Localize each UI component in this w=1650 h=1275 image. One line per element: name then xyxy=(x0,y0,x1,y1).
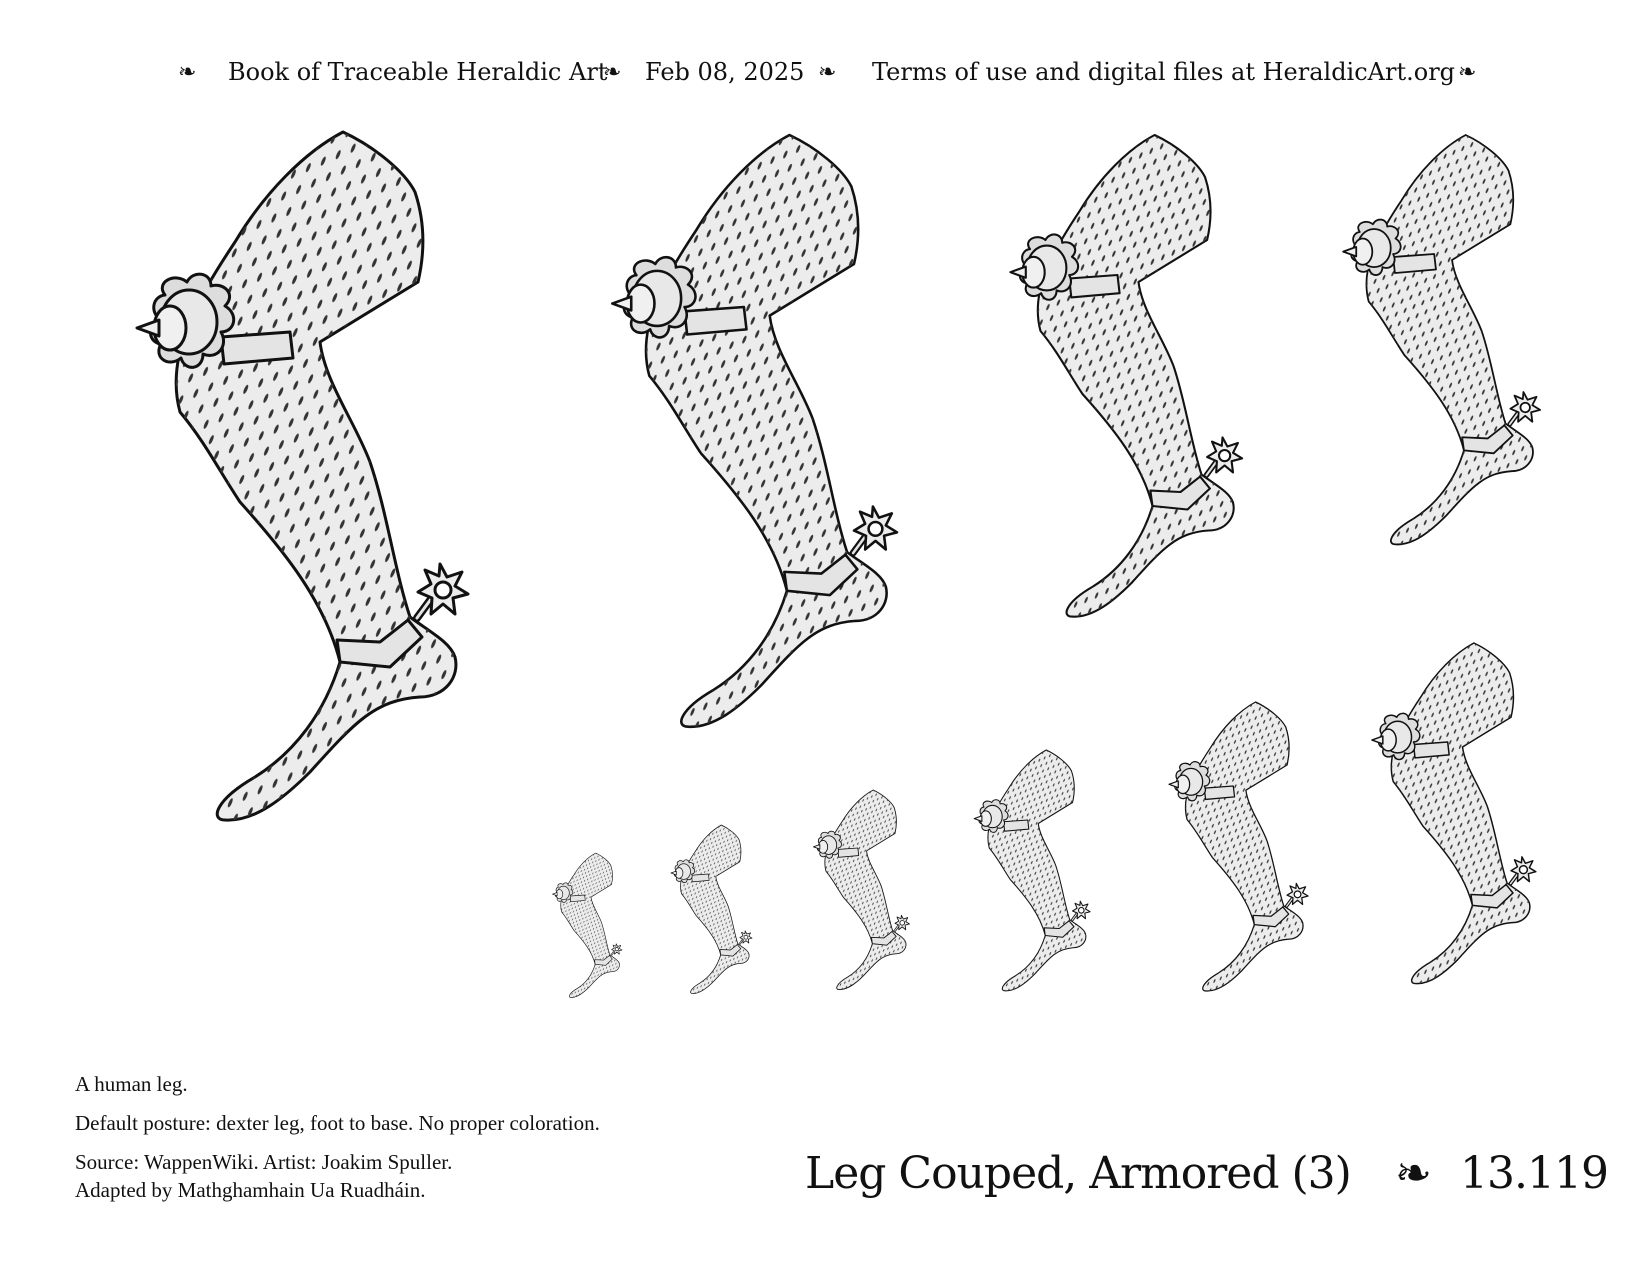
description-line: A human leg. xyxy=(75,1072,188,1096)
leg-figure-3 xyxy=(1010,135,1242,617)
plate-number: 13.119 xyxy=(1460,1148,1608,1199)
leg-figure-10 xyxy=(553,853,623,998)
book-title: Book of Traceable Heraldic Art xyxy=(228,58,608,86)
leg-figure-large xyxy=(137,132,468,820)
terms-text: Terms of use and digital files at HeraldicArt.org xyxy=(872,58,1456,86)
adapter-line: Adapted by Mathghamhain Ua Ruadháin. xyxy=(75,1178,426,1202)
header-date: Feb 08, 2025 xyxy=(645,58,805,86)
fleuron-icon: ❧ xyxy=(818,60,837,85)
fleuron-icon: ❧ xyxy=(1458,60,1477,85)
fleuron-icon: ❧ xyxy=(1395,1148,1431,1199)
leg-figure-9 xyxy=(671,825,752,994)
leg-figure-8 xyxy=(813,790,909,990)
description-line: Default posture: dexter leg, foot to base. No proper coloration. xyxy=(75,1111,600,1135)
fleuron-icon: ❧ xyxy=(178,60,197,85)
fleuron-icon: ❧ xyxy=(603,60,622,85)
leg-figure-7 xyxy=(974,750,1090,991)
plate-title: Leg Couped, Armored (3) xyxy=(805,1148,1351,1199)
leg-figure-2 xyxy=(612,135,897,727)
leg-figure-6 xyxy=(1169,702,1308,991)
leg-figure-5 xyxy=(1372,643,1536,984)
source-line: Source: WappenWiki. Artist: Joakim Spuller. xyxy=(75,1150,453,1174)
leg-figure-4 xyxy=(1343,135,1540,544)
